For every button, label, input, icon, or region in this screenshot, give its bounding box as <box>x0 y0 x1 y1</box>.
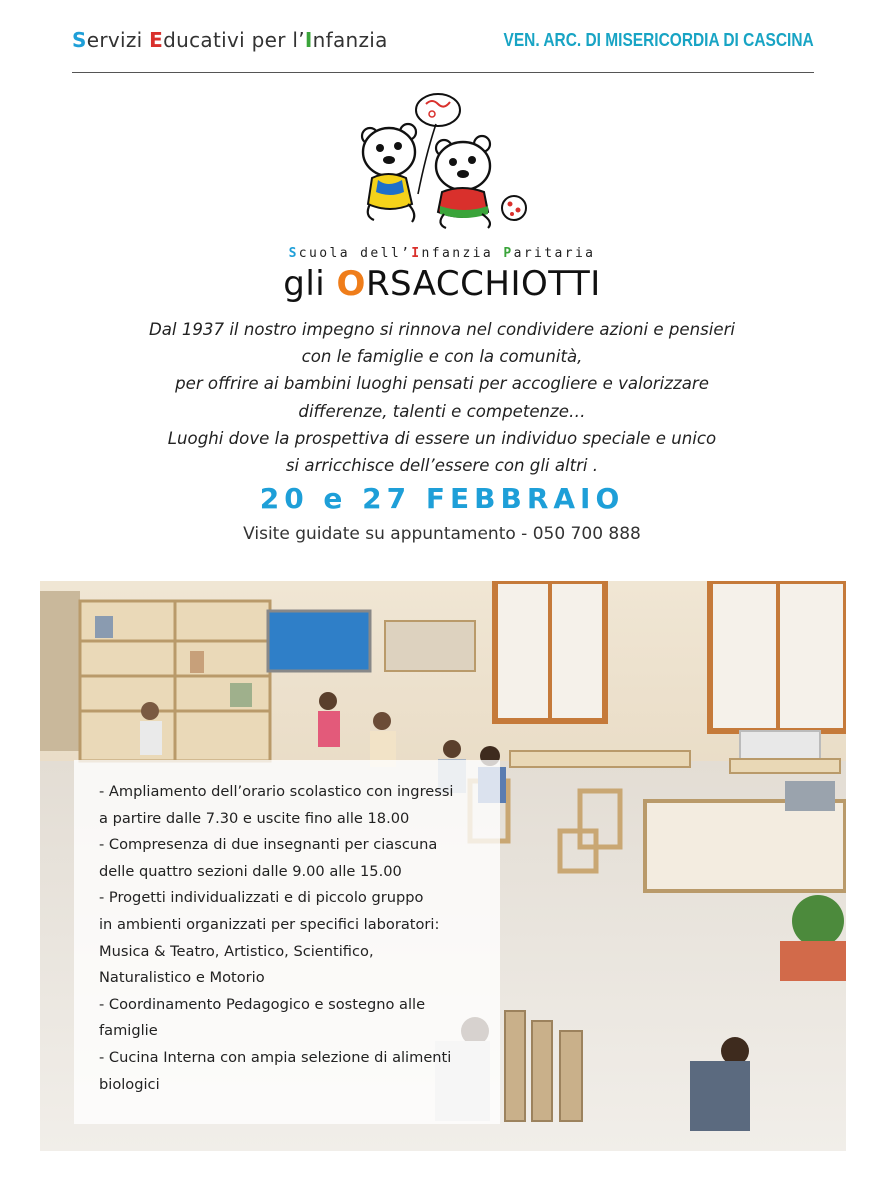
feature-line: - Compresenza di due insegnanti per ciascuna <box>99 836 438 854</box>
visits-info: Visite guidate su appuntamento - 050 700 888 <box>243 524 641 544</box>
feature-line: in ambienti organizzati per specifici laboratori: <box>99 915 440 933</box>
open-day-dates: 20 e 27 FEBBRAIO <box>259 482 625 515</box>
teddy-bears-logo-icon <box>352 88 532 230</box>
page-header <box>72 26 814 72</box>
header-title: Servizi Educativi per l’Infanzia <box>72 28 388 52</box>
header-organization: VEN. ARC. DI MISERICORDIA DI CASCINA <box>503 30 814 50</box>
intro-line: con le famiglie e con la comunità, <box>301 347 583 367</box>
intro-line: Dal 1937 il nostro impegno si rinnova nel condividere azioni e pensieri <box>148 320 735 339</box>
intro-line: per offrire ai bambini luoghi pensati per accogliere e valorizzare <box>175 374 709 394</box>
feature-line: Musica & Teatro, Artistico, Scientifico, <box>99 942 374 960</box>
feature-line: biologici <box>99 1075 160 1093</box>
school-subtitle: Scuola dell’Infanzia Paritaria <box>288 246 596 261</box>
features-list <box>99 779 499 1098</box>
feature-line: delle quattro sezioni dalle 9.00 alle 15.00 <box>99 862 402 880</box>
feature-line: - Coordinamento Pedagogico e sostegno alle <box>99 995 426 1013</box>
feature-line: famiglie <box>99 1022 158 1040</box>
intro-line: differenze, talenti e competenze… <box>298 401 586 421</box>
feature-line: a partire dalle 7.30 e uscite fino alle 18.00 <box>99 809 410 827</box>
intro-paragraph <box>60 316 824 479</box>
school-name: gli ORSACCHIOTTI <box>283 264 601 304</box>
intro-line: si arricchisce dell’essere con gli altri . <box>285 456 599 476</box>
feature-line: - Ampliamento dell’orario scolastico con ingressi <box>99 783 454 800</box>
feature-line: - Cucina Interna con ampia selezione di alimenti <box>99 1048 452 1066</box>
intro-line: Luoghi dove la prospettiva di essere un individuo speciale e unico <box>167 428 717 448</box>
feature-line: Naturalistico e Motorio <box>99 969 265 987</box>
feature-line: - Progetti individualizzati e di piccolo gruppo <box>99 889 424 907</box>
header-divider <box>72 72 814 73</box>
